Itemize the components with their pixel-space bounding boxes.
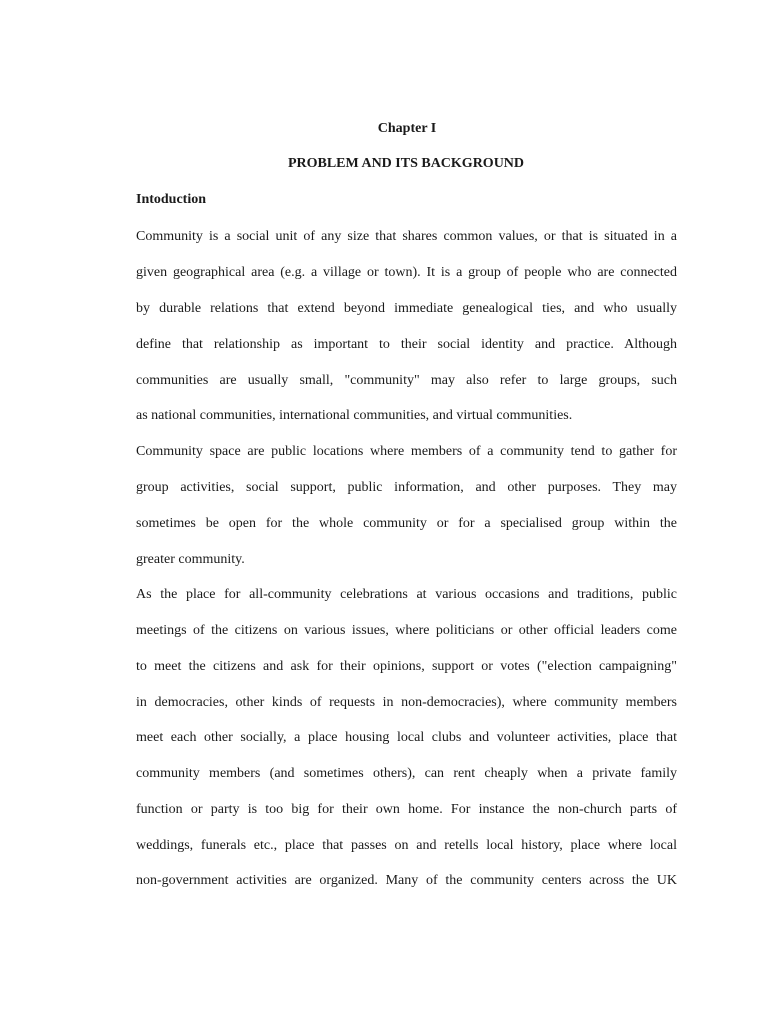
chapter-title: Chapter I bbox=[377, 121, 437, 136]
body-line: meet each other socially, a place housing local clubs and volunteer activities, place that bbox=[136, 730, 677, 745]
body-line: sometimes be open for the whole community or for a specialised group within the bbox=[136, 516, 677, 531]
body-line: community members (and sometimes others), can rent cheaply when a private family bbox=[136, 766, 677, 781]
body-line: weddings, funerals etc., place that passes on and retells local history, place where local bbox=[136, 838, 677, 853]
body-line: given geographical area (e.g. a village or town). It is a group of people who are connected bbox=[136, 265, 677, 280]
body-line: Community is a social unit of any size that shares common values, or that is situated in a bbox=[136, 229, 677, 244]
body-line: Community space are public locations where members of a community tend to gather for bbox=[136, 444, 677, 459]
chapter-heading: PROBLEM AND ITS BACKGROUND bbox=[287, 156, 525, 171]
body-line: As the place for all-community celebrations at various occasions and traditions, public bbox=[136, 587, 677, 602]
body-line: non-government activities are organized. Many of the community centers across the UK bbox=[136, 873, 677, 888]
body-line: function or party is too big for their own home. For instance the non-church parts of bbox=[136, 802, 677, 817]
section-title: Intoduction bbox=[136, 192, 207, 207]
body-line: meetings of the citizens on various issues, where politicians or other official leaders come bbox=[136, 623, 677, 638]
body-line: to meet the citizens and ask for their opinions, support or votes ("election campaigning" bbox=[136, 659, 677, 674]
body-line: in democracies, other kinds of requests in non-democracies), where community members bbox=[136, 695, 677, 710]
body-line: as national communities, international communities, and virtual communities. bbox=[136, 408, 573, 423]
body-line: group activities, social support, public information, and other purposes. They may bbox=[136, 480, 677, 495]
body-line: greater community. bbox=[136, 552, 245, 567]
body-line: define that relationship as important to their social identity and practice. Although bbox=[136, 337, 677, 352]
body-line: by durable relations that extend beyond immediate genealogical ties, and who usually bbox=[136, 301, 677, 316]
body-line: communities are usually small, "community" may also refer to large groups, such bbox=[136, 373, 677, 388]
